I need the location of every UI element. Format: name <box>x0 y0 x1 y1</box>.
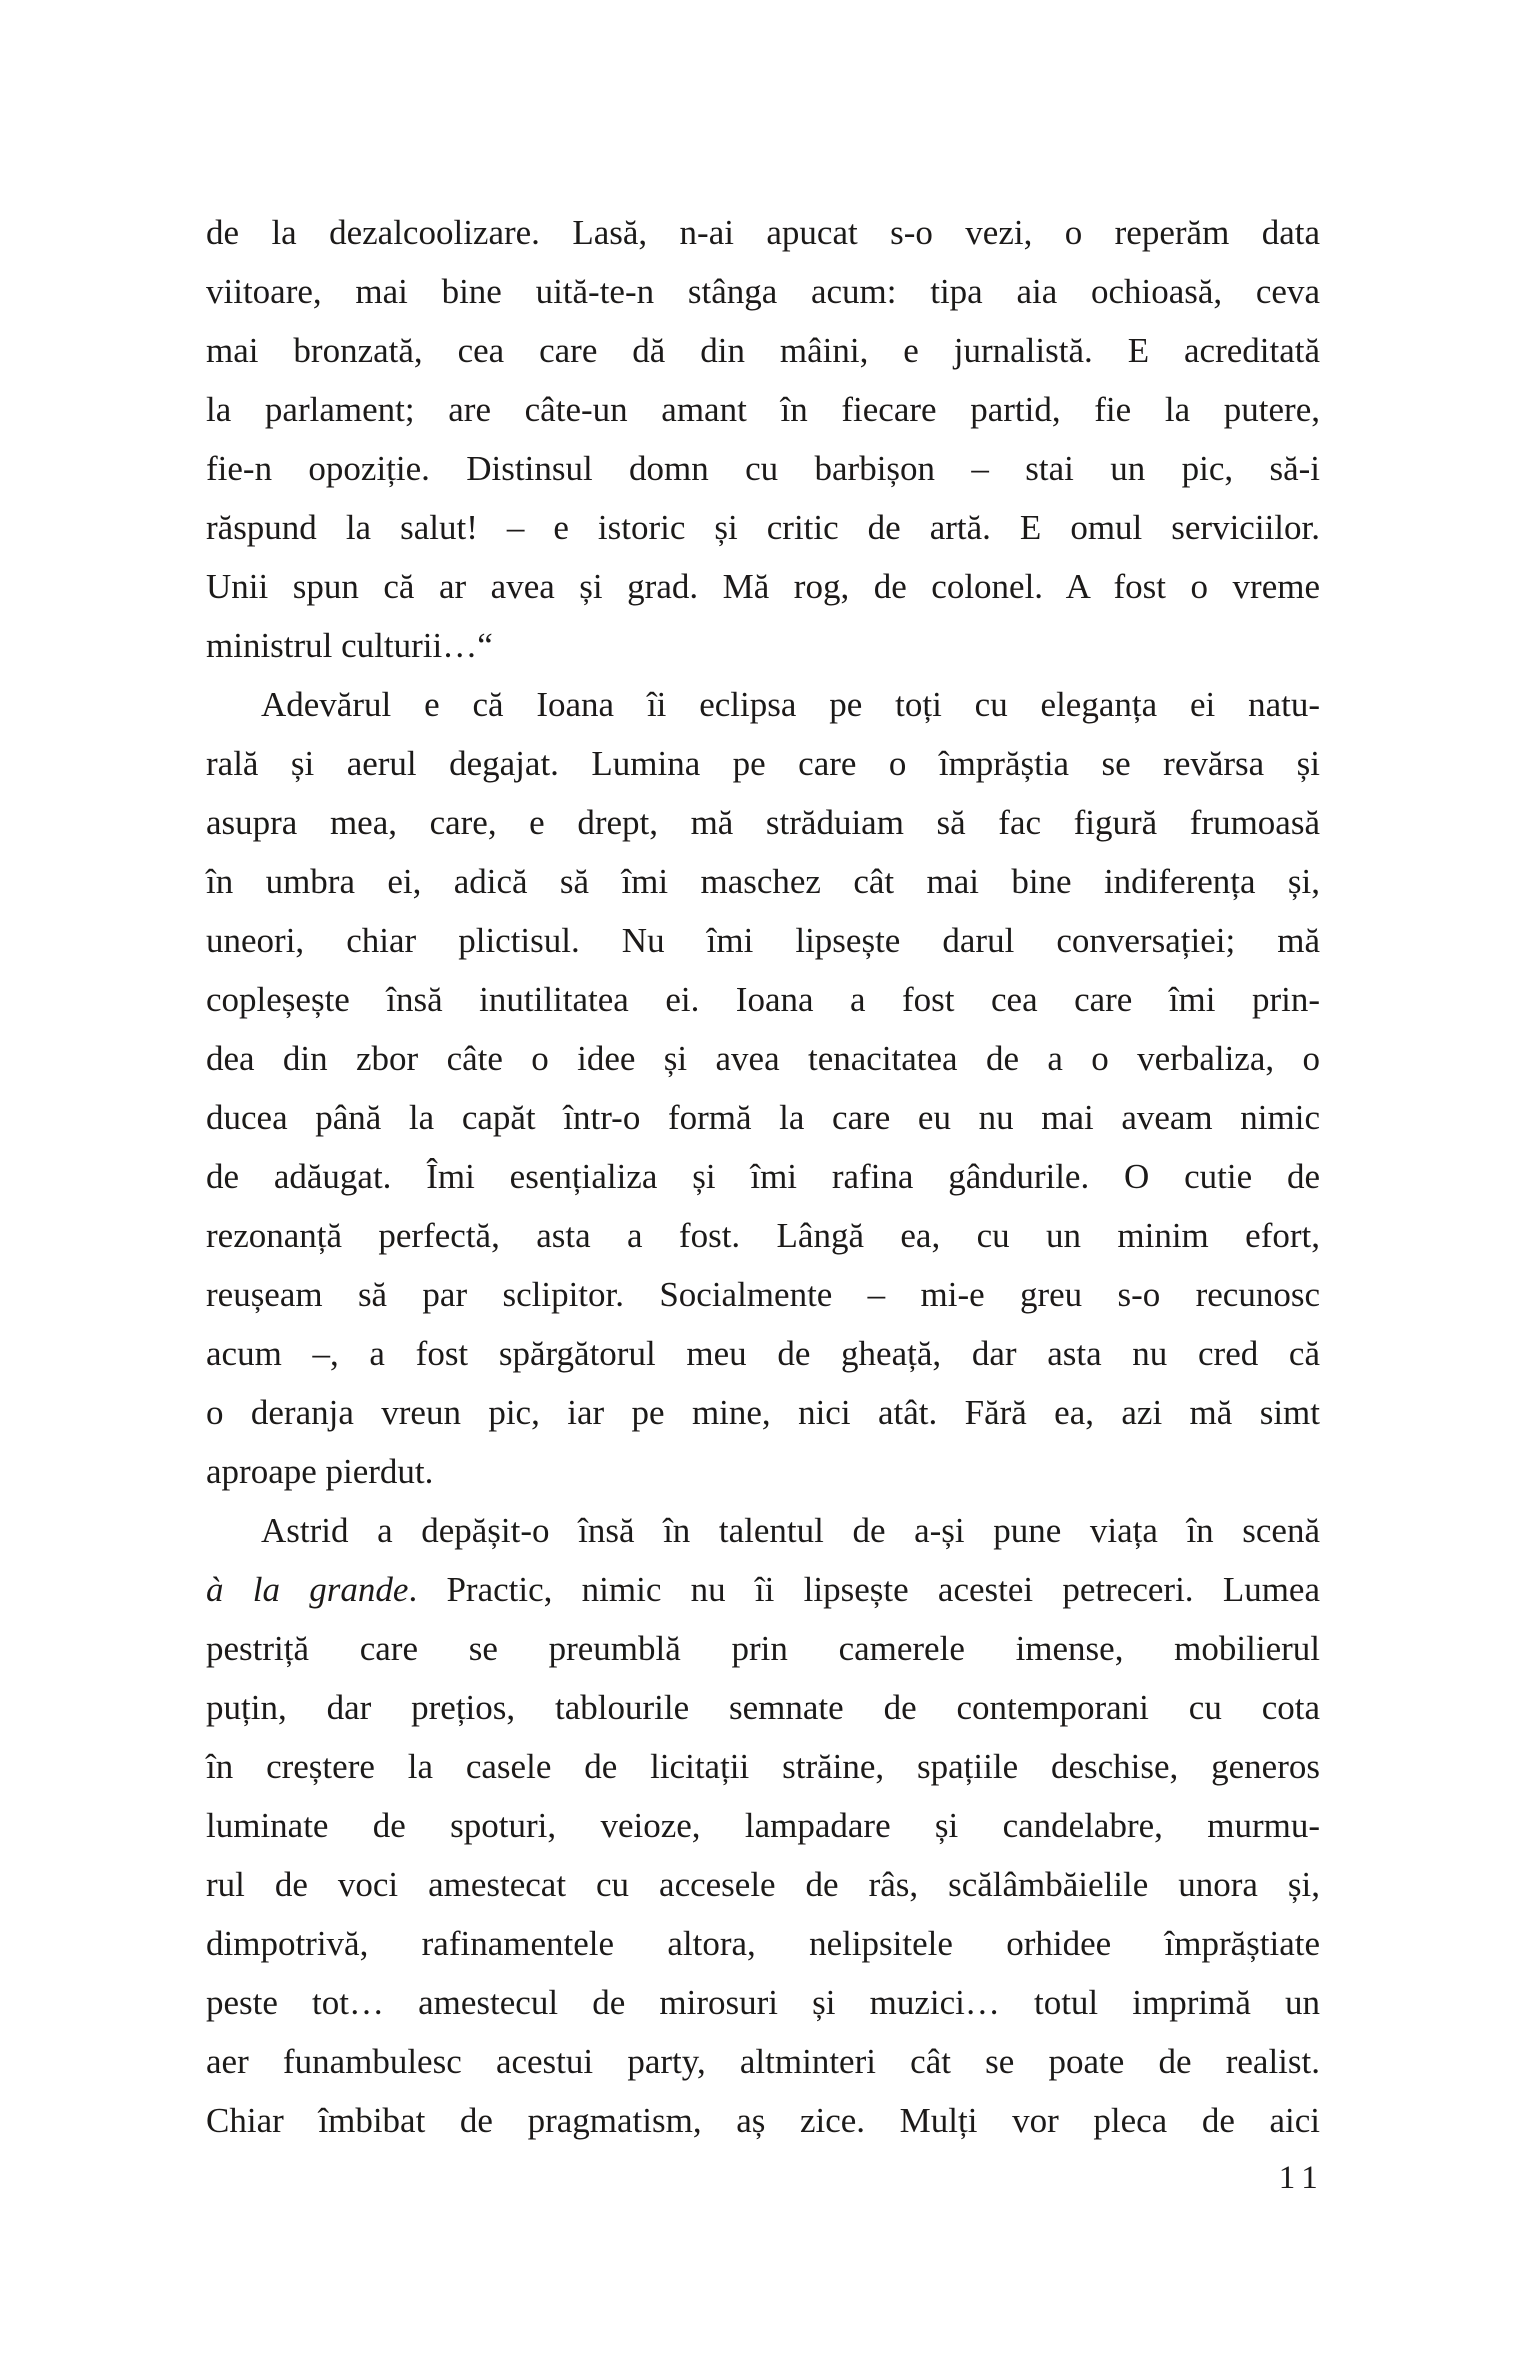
text-line <box>206 734 1320 793</box>
text-segment: asupra mea, care, e drept, mă străduiam să fac figură frumoasă <box>206 803 1320 842</box>
text-line <box>206 1088 1320 1147</box>
text-line <box>206 1855 1320 1914</box>
text-segment: Adevărul e că Ioana îi eclipsa pe toți cu eleganța ei natu- <box>261 685 1320 724</box>
text-segment: în creștere la casele de licitații străine, spațiile deschise, generos <box>206 1747 1320 1786</box>
text-line <box>206 1147 1320 1206</box>
text-line <box>206 2032 1320 2091</box>
text-segment: o deranja vreun pic, iar pe mine, nici atât. Fără ea, azi mă simt <box>206 1393 1320 1432</box>
text-line <box>206 1796 1320 1855</box>
text-line <box>206 1442 1320 1501</box>
text-line <box>206 498 1320 557</box>
text-segment: uneori, chiar plictisul. Nu îmi lipsește darul conversației; mă <box>206 921 1320 960</box>
text-line <box>206 1914 1320 1973</box>
text-line <box>206 1206 1320 1265</box>
text-segment: copleșește însă inutilitatea ei. Ioana a fost cea care îmi prin- <box>206 980 1320 1019</box>
text-line <box>206 1678 1320 1737</box>
text-segment: răspund la salut! – e istoric și critic de artă. E omul serviciilor. <box>206 508 1320 547</box>
text-segment: fie-n opoziție. Distinsul domn cu barbișon – stai un pic, să-i <box>206 449 1320 488</box>
text-segment: la parlament; are câte-un amant în fiecare partid, fie la putere, <box>206 390 1320 429</box>
italic-phrase: à la grande <box>206 1570 409 1609</box>
text-segment: acum –, a fost spărgătorul meu de gheață, dar asta nu cred că <box>206 1334 1320 1373</box>
text-line <box>206 675 1320 734</box>
text-line <box>206 1383 1320 1442</box>
text-line <box>206 1737 1320 1796</box>
text-line <box>206 380 1320 439</box>
text-line <box>206 203 1320 262</box>
text-line <box>206 439 1320 498</box>
text-segment: dimpotrivă, rafinamentele altora, nelipsitele orhidee împrăștiate <box>206 1924 1320 1963</box>
text-segment: ducea până la capăt într-o formă la care eu nu mai aveam nimic <box>206 1098 1320 1137</box>
text-line <box>206 1324 1320 1383</box>
text-segment: puțin, dar prețios, tablourile semnate de contemporani cu cota <box>206 1688 1320 1727</box>
text-segment: ministrul culturii…“ <box>206 626 493 665</box>
text-line <box>206 1265 1320 1324</box>
text-segment: de adăugat. Îmi esențializa și îmi rafina gândurile. O cutie de <box>206 1157 1320 1196</box>
text-line <box>206 321 1320 380</box>
text-line <box>206 1560 1320 1619</box>
text-line <box>206 852 1320 911</box>
text-line <box>206 1973 1320 2032</box>
text-line <box>206 970 1320 1029</box>
text-segment: rală și aerul degajat. Lumina pe care o împrăștia se revărsa și <box>206 744 1320 783</box>
text-line <box>206 557 1320 616</box>
text-segment: viitoare, mai bine uită-te-n stânga acum: tipa aia ochioasă, ceva <box>206 272 1320 311</box>
text-segment: Unii spun că ar avea și grad. Mă rog, de colonel. A fost o vreme <box>206 567 1320 606</box>
text-segment: aproape pierdut. <box>206 1452 434 1491</box>
text-segment: mai bronzată, cea care dă din mâini, e jurnalistă. E acreditată <box>206 331 1320 370</box>
text-segment: dea din zbor câte o idee și avea tenacitatea de a o verbaliza, o <box>206 1039 1320 1078</box>
text-segment: Astrid a depășit-o însă în talentul de a-și pune viața în scenă <box>261 1511 1320 1550</box>
text-line <box>206 616 1320 675</box>
text-line <box>206 2091 1320 2150</box>
text-segment: aer funambulesc acestui party, altminteri cât se poate de realist. <box>206 2042 1320 2081</box>
text-line <box>206 793 1320 852</box>
text-segment: reușeam să par sclipitor. Socialmente – mi-e greu s-o recunosc <box>206 1275 1320 1314</box>
text-line <box>206 1029 1320 1088</box>
text-segment: în umbra ei, adică să îmi maschez cât mai bine indiferența și, <box>206 862 1320 901</box>
text-line <box>206 1619 1320 1678</box>
text-segment: . Practic, nimic nu îi lipsește acestei petreceri. Lumea <box>408 1570 1320 1609</box>
text-segment: Chiar îmbibat de pragmatism, aș zice. Mulți vor pleca de aici <box>206 2101 1320 2140</box>
text-line <box>206 262 1320 321</box>
text-segment: de la dezalcoolizare. Lasă, n-ai apucat s-o vezi, o reperăm data <box>206 213 1320 252</box>
text-segment: luminate de spoturi, veioze, lampadare și candelabre, murmu- <box>206 1806 1320 1845</box>
text-line <box>206 911 1320 970</box>
text-segment: rezonanță perfectă, asta a fost. Lângă ea, cu un minim efort, <box>206 1216 1320 1255</box>
page-number: 11 <box>1278 2160 1325 2196</box>
text-segment: rul de voci amestecat cu accesele de râs, scălâmbăielile unora și, <box>206 1865 1320 1904</box>
text-segment: pestriță care se preumblă prin camerele imense, mobilierul <box>206 1629 1320 1668</box>
page-text <box>206 203 1320 2150</box>
text-segment: peste tot… amestecul de mirosuri și muzici… totul imprimă un <box>206 1983 1320 2022</box>
text-line <box>206 1501 1320 1560</box>
